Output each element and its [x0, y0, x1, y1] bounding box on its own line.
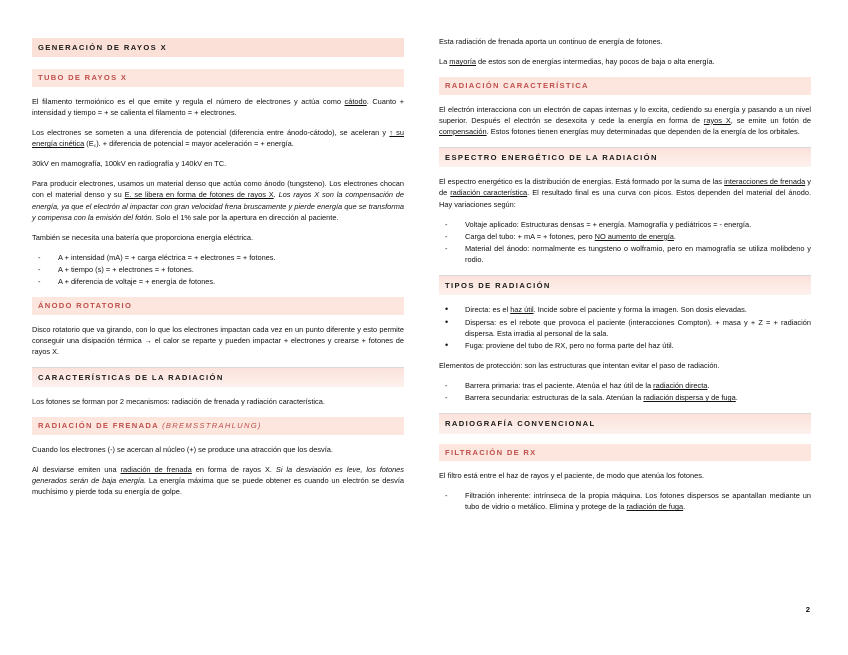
list-item: - Barrera primaria: tras el paciente. Atenúa el haz útil de la radiación directa. — [439, 380, 811, 391]
heading-filtracion: FILTRACIÓN DE RX — [439, 444, 811, 461]
list-filtracion — [439, 490, 811, 512]
heading-tipos: TIPOS DE RADIACIÓN — [439, 275, 811, 295]
list-espectro — [439, 219, 811, 265]
list-item: • Dispersa: es el rebote que provoca el paciente (interacciones Compton). + masa y + Z = + radiación dispersa. Esta irradia al personal de la sala. — [439, 317, 811, 339]
paragraph-potencial: Los electrones se someten a una diferencia de potencial (diferencia entre ánodo-cátodo), se aceleran y ↑ su energía cinética (E꜀). + diferencia de potencial = mayor aceleración = + energía. — [32, 128, 404, 149]
list-item: - A + intensidad (mA) = + carga eléctrica = + electrones = + fotones. — [32, 252, 404, 263]
heading-tubo: TUBO DE RAYOS X — [32, 69, 404, 86]
paragraph-proteccion: Elementos de protección: son las estructuras que intentan evitar el paso de radiación. — [439, 360, 720, 370]
paragraph-continuo: Esta radiación de frenada aporta un continuo de energía de fotones. — [439, 37, 663, 46]
list-item: - Barrera secundaria: estructuras de la sala. Atenúan la radiación dispersa y de fuga. — [439, 392, 811, 403]
list-item: - A + diferencia de voltaje = + energía de fotones. — [32, 276, 404, 287]
list-item: - A + tiempo (s) = + electrones = + fotones. — [32, 264, 404, 275]
heading-espectro: ESPECTRO ENERGÉTICO DE LA RADIACIÓN — [439, 147, 811, 167]
heading-convencional: RADIOGRAFÍA CONVENCIONAL — [439, 413, 811, 433]
paragraph-atraccion: Cuando los electrones (-) se acercan al núcleo (+) se produce una atracción que los desvía. — [32, 444, 333, 454]
right-column — [439, 36, 811, 521]
list-item: - Filtración inherente: intrínseca de la propia máquina. Los fotones dispersos se apantallan mediante un tubo de vidrio o metálico. Elimina y protege de la radiación de fuga. — [439, 490, 811, 512]
paragraph-anodo-material: Para producir electrones, usamos un material denso que actúa como ánodo (tungsteno). Los electrones chocan con el material denso y su E. se libera en forma de fotones de rayos X. Los rayos X son la compensación de energía, ya que el electrón al impactar con gran velocidad frena bruscamente y pierde energía que se transforma y compensa con la emisión del fotón. Solo el 1% sale por la apertura en dirección al paciente. — [32, 179, 404, 222]
paragraph-espectro: El espectro energético es la distribución de energías. Está formado por la suma de las interacciones de frenada y de radiación característica. El resultado final es una curva con picos. Estos dependen del material del ánodo. Hay variaciones según: — [439, 177, 812, 209]
left-column — [32, 38, 404, 506]
heading-caracteristica: RADIACIÓN CARACTERÍSTICA — [439, 77, 811, 94]
heading-caracteristicas: CARACTERÍSTICAS DE LA RADIACIÓN — [32, 367, 404, 387]
paragraph-excita: El electrón interacciona con un electrón de capas internas y lo excita, cediendo su energía y pasando a un nivel superior. Después el electrón se desexcita y cede la energía en forma de rayos X, se emite un fotón de compensación. Estos fotones tienen energías muy determinadas que dependen de la energía de los orbitales. — [439, 104, 812, 136]
list-item: - Material del ánodo: normalmente es tungsteno o wolframio, pero en mamografía se utiliza molibdeno y rodio. — [439, 243, 811, 265]
page-number: 2 — [805, 604, 810, 614]
list-tipos — [439, 304, 811, 350]
list-item: - Voltaje aplicado: Estructuras densas = + energía. Mamografía y pediátricos = - energía. — [439, 219, 811, 230]
paragraph-kv: 30kV en mamografía, 100kV en radiografía y 140kV en TC. — [32, 159, 227, 169]
paragraph-disco: Disco rotatorio que va girando, con lo que los electrones impactan cada vez en un punto diferente y esto permite conseguir una disipación térmica → el calor se reparte y pueden impactar + electrones y crearse + fotones de rayos X. — [32, 324, 404, 356]
list-barreras — [439, 380, 811, 403]
list-item: • Directa: es el haz útil. Incide sobre el paciente y forma la imagen. Son dosis elevadas. — [439, 304, 811, 315]
paragraph-filtro: El filtro está entre el haz de rayos y el paciente, de modo que atenúa los fotones. — [439, 471, 704, 481]
section-title-generacion: GENERACIÓN DE RAYOS X — [32, 38, 404, 57]
paragraph-mayoria: La mayoría de estos son de energías intermedias, hay pocos de baja o alta energía. — [439, 57, 715, 67]
heading-anodo-rotatorio: ÁNODO ROTATORIO — [32, 297, 404, 314]
paragraph-bateria: También se necesita una batería que proporciona energía eléctrica. — [32, 232, 254, 242]
paragraph-filamento: El filamento termoiónico es el que emite y regula el número de electrones y actúa como cátodo. Cuanto + intensidad y tiempo = + se calienta el filamento = + electrones. — [32, 96, 405, 117]
list-tubo — [32, 252, 404, 287]
paragraph-desvio: Al desviarse emiten una radiación de frenada en forma de rayos X. Si la desviación es leve, los fotones generados serán de baja energía. La energía máxima que se puede obtener es cuando un electrón se desvía muchísimo y pierde toda su energía de golpe. — [32, 464, 404, 497]
list-item: • Fuga: proviene del tubo de RX, pero no forma parte del haz útil. — [439, 340, 811, 351]
list-item: - Carga del tubo: + mA = + fotones, pero NO aumento de energía. — [439, 231, 811, 242]
paragraph-mecanismos: Los fotones se forman por 2 mecanismos: radiación de frenada y radiación característica. — [32, 397, 325, 407]
heading-frenada: RADIACIÓN DE FRENADA (BREMSSTRAHLUNG) — [32, 417, 404, 434]
